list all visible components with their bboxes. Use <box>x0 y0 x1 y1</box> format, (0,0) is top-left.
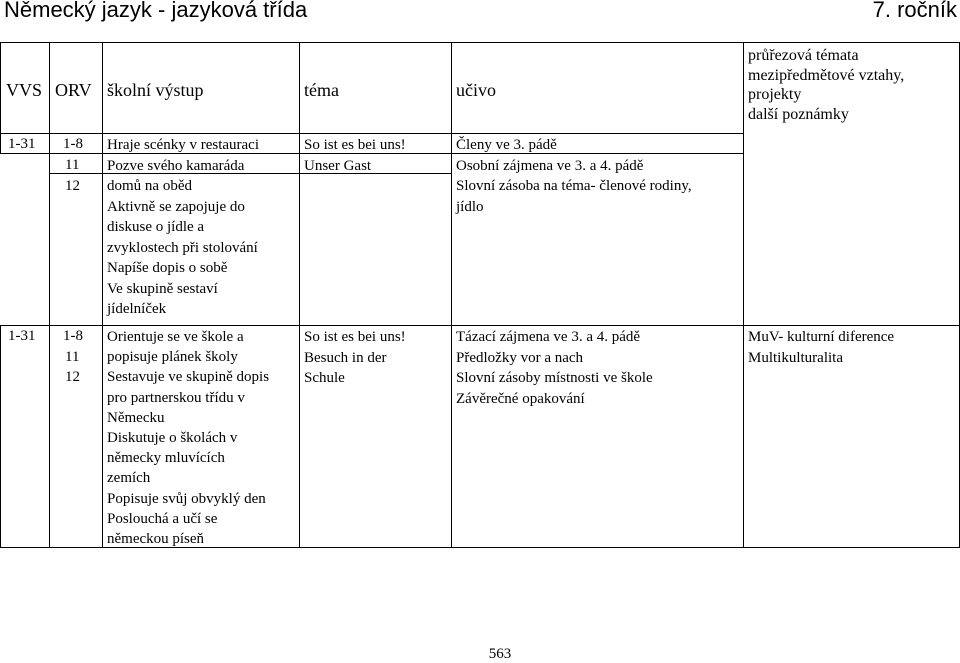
s1-vvs: 1-31 <box>8 136 36 152</box>
page-title: Německý jazyk - jazyková třída <box>4 0 308 22</box>
s2-vvs: 1-31 <box>8 328 36 344</box>
s1-outcomes: Hraje scénky v restauraci Pozve svého kamaráda domů na oběd Aktivně se zapojuje do diskuse o jídle a zvyklostech při stolování Napíše dopis o sobě Ve skupině sestaví jídelníček <box>107 137 260 317</box>
header-outcome: školní výstup <box>107 80 204 100</box>
page-number: 563 <box>488 646 512 662</box>
s2-topics: So ist es bei uns! Besuch in der Schule <box>304 329 406 386</box>
s2-outcomes: Orientuje se ve škole a popisuje plánek školy Sestavuje ve skupině dopis pro partnerskou třídu v Německu Diskutuje o školách v německy mluvících zemích Popisuje svůj obvyklý den Poslouchá a učí se německou píseň <box>107 329 270 548</box>
s1-topic-cell <box>299 173 452 326</box>
header-vvs: VVS <box>6 80 43 100</box>
grade-label: 7. ročník <box>872 0 957 22</box>
s1-curriculum: Členy ve 3. pádě Osobní zájmena ve 3. a 4. pádě Slovní zásoba na téma- členové rodiny, jídlo <box>456 137 692 215</box>
s1-topics: So ist es bei uns! Unser Gast <box>304 137 406 174</box>
s1-orv-3: 12 <box>65 178 80 194</box>
s2-orv-3: 12 <box>65 369 80 385</box>
s2-cross: MuV- kulturní diference Multikulturalita <box>748 329 895 366</box>
header-orv: ORV <box>55 80 92 100</box>
s1-orv-1: 1-8 <box>63 136 83 152</box>
header-topic: téma <box>304 80 339 100</box>
s1-orv-2: 11 <box>65 157 80 173</box>
s2-vvs-cell <box>0 325 50 548</box>
s2-orv-2: 11 <box>65 349 80 365</box>
header-curriculum: učivo <box>456 80 496 100</box>
s2-curriculum: Tázací zájmena ve 3. a 4. pádě Předložky vor a nach Slovní zásoby místnosti ve škole Závěrečné opakování <box>456 329 653 407</box>
header-cross: průřezová témata mezipředmětové vztahy, projekty další poznámky <box>748 47 905 123</box>
s2-orv-1: 1-8 <box>63 328 83 344</box>
